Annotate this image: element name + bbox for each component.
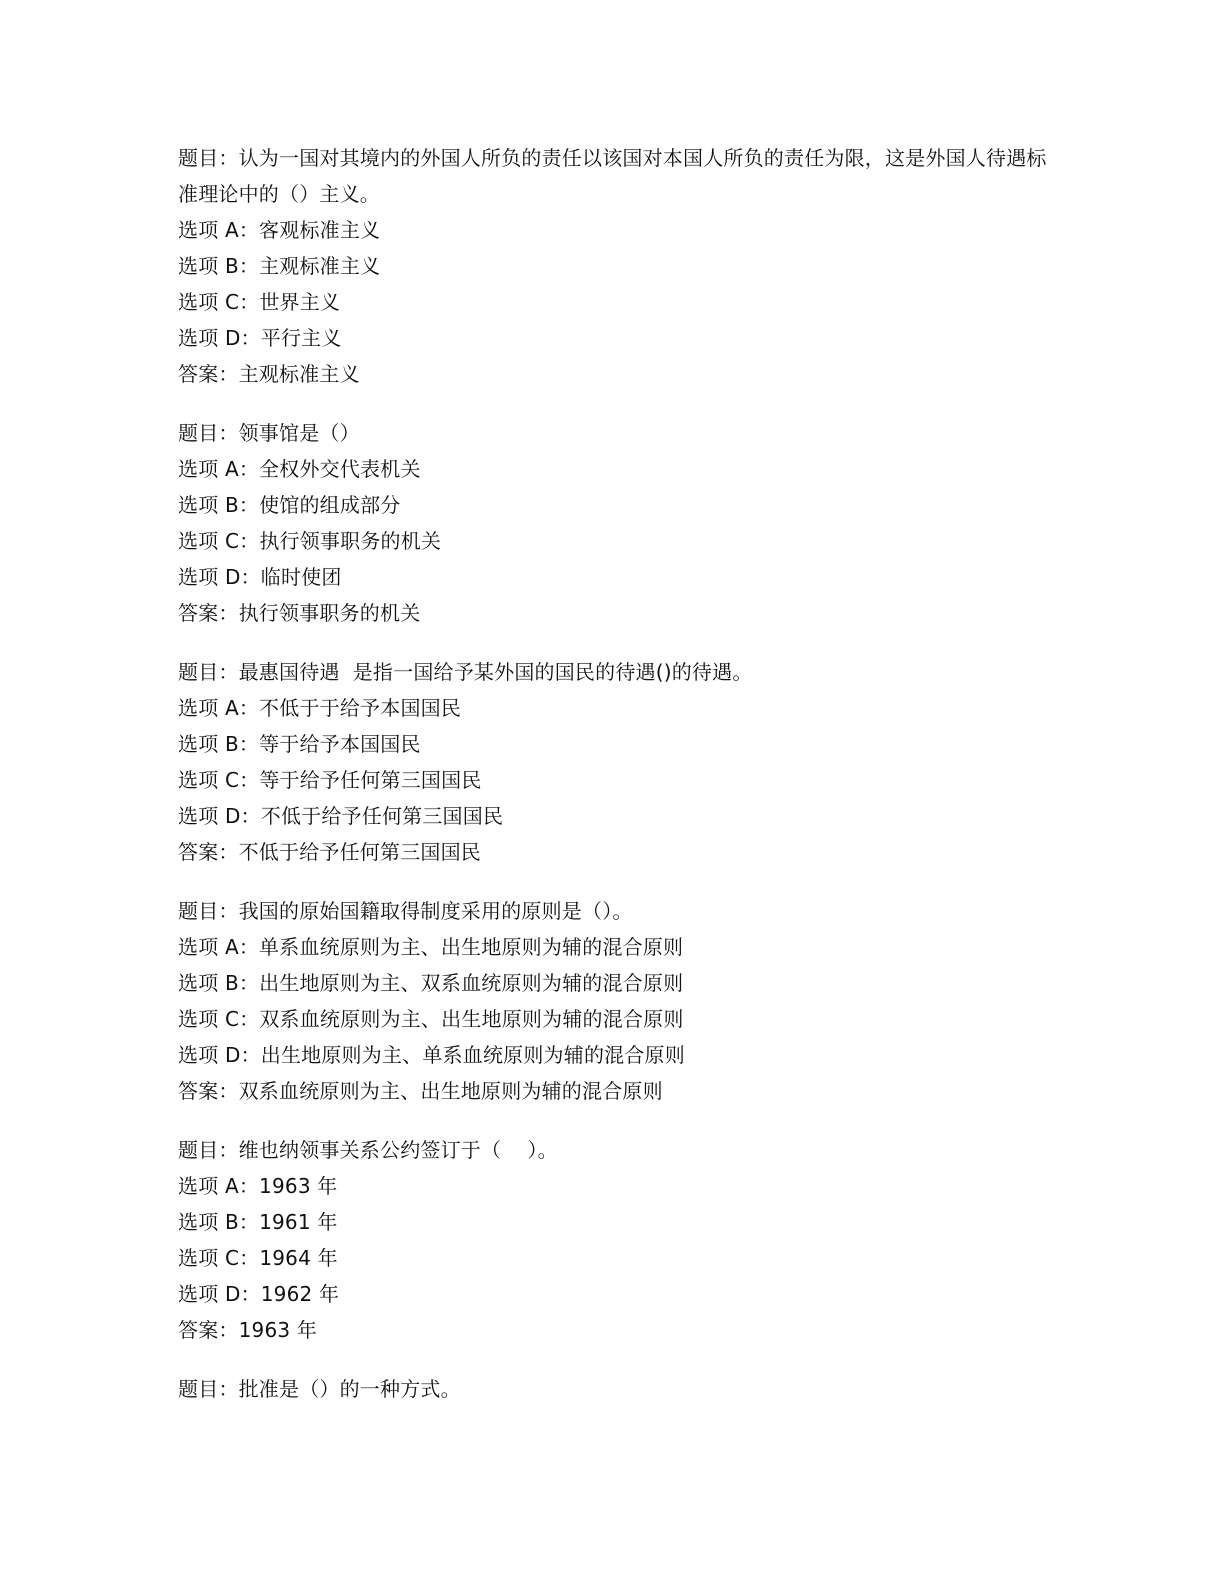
option-c: 选项 C：1964 年 [178,1246,338,1270]
option-a: 选项 A：1963 年 [178,1174,338,1198]
question-stem: 题目：批准是（）的一种方式。 [178,1377,461,1401]
option-b: 选项 B：等于给予本国国民 [178,732,421,756]
question-stem: 题目：领事馆是（） [178,421,360,445]
question-block [178,654,1058,870]
option-b: 选项 B：1961 年 [178,1210,338,1234]
option-d: 选项 D：1962 年 [178,1282,340,1306]
answer: 答案：主观标准主义 [178,362,360,386]
option-b: 选项 B：使馆的组成部分 [178,493,401,517]
option-a: 选项 A：单系血统原则为主、出生地原则为辅的混合原则 [178,935,684,959]
document-body [178,140,1058,1430]
question-stem: 题目：认为一国对其境内的外国人所负的责任以该国对本国人所负的责任为限，这是外国人待遇标准理论中的（）主义。 [178,146,1047,206]
question-block [178,893,1058,1109]
answer: 答案：不低于给予任何第三国国民 [178,840,481,864]
question-block [178,1132,1058,1348]
option-a: 选项 A：全权外交代表机关 [178,457,421,481]
question-block [178,140,1058,392]
question-stem: 题目：我国的原始国籍取得制度采用的原则是（）。 [178,899,633,923]
question-block [178,1371,1058,1407]
option-b: 选项 B：主观标准主义 [178,254,381,278]
option-c: 选项 C：双系血统原则为主、出生地原则为辅的混合原则 [178,1007,684,1031]
option-a: 选项 A：客观标准主义 [178,218,381,242]
option-d: 选项 D：临时使团 [178,565,342,589]
answer: 答案：执行领事职务的机关 [178,601,421,625]
option-d: 选项 D：不低于给予任何第三国国民 [178,804,504,828]
question-block [178,415,1058,631]
answer: 答案：1963 年 [178,1318,318,1342]
option-c: 选项 C：世界主义 [178,290,341,314]
option-c: 选项 C：执行领事职务的机关 [178,529,442,553]
option-c: 选项 C：等于给予任何第三国国民 [178,768,482,792]
option-b: 选项 B：出生地原则为主、双系血统原则为辅的混合原则 [178,971,684,995]
option-d: 选项 D：出生地原则为主、单系血统原则为辅的混合原则 [178,1043,685,1067]
answer: 答案：双系血统原则为主、出生地原则为辅的混合原则 [178,1079,663,1103]
option-a: 选项 A：不低于于给予本国国民 [178,696,462,720]
question-stem: 题目：最惠国待遇 是指一国给予某外国的国民的待遇()的待遇。 [178,660,753,684]
option-d: 选项 D：平行主义 [178,326,342,350]
question-stem: 题目：维也纳领事关系公约签订于（ ）。 [178,1138,558,1162]
